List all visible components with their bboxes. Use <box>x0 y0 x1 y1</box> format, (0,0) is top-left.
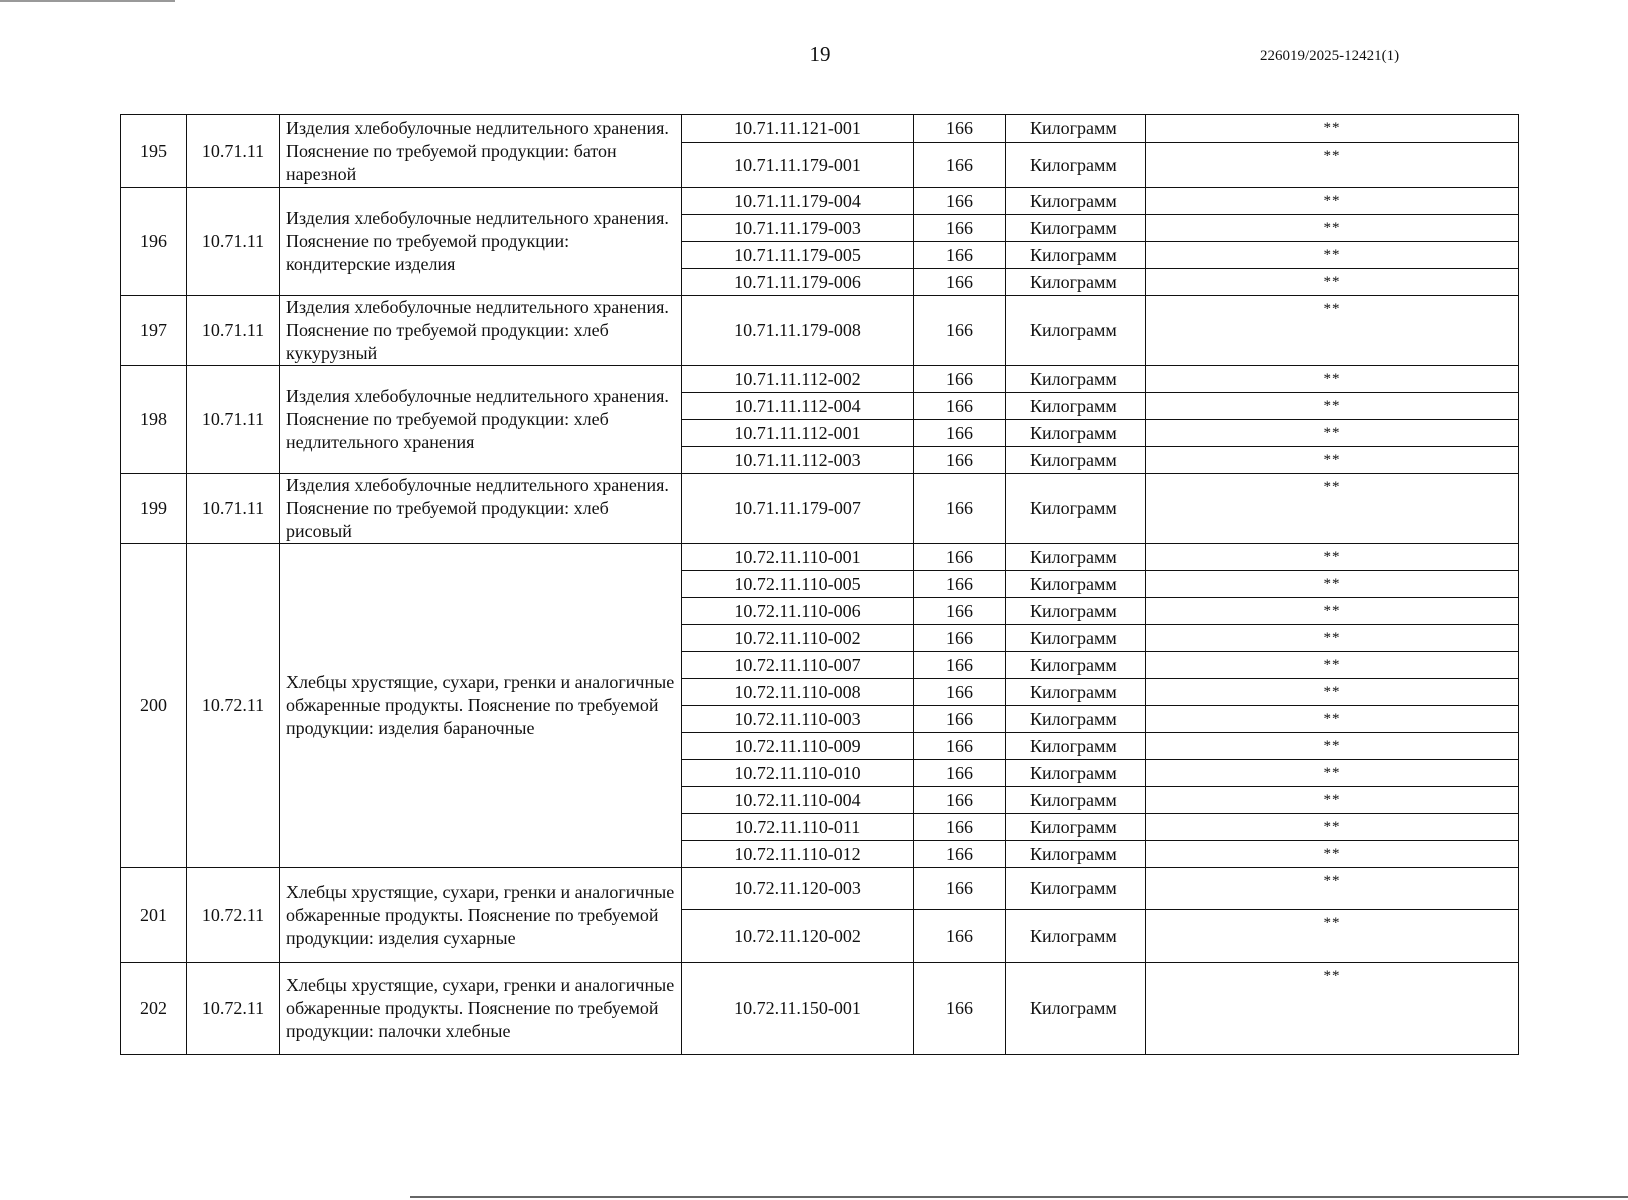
okpd-code: 10.71.11 <box>187 188 280 296</box>
row-number: 195 <box>121 115 187 188</box>
table-row <box>121 544 1519 571</box>
scan-edge-line-bottom <box>410 1196 1628 1198</box>
mark-stars: ** <box>1146 625 1519 652</box>
mark-stars: ** <box>1146 366 1519 393</box>
okei-code: 166 <box>914 420 1006 447</box>
ktru-code: 10.72.11.110-005 <box>682 571 914 598</box>
mark-stars: ** <box>1146 679 1519 706</box>
ktru-code: 10.71.11.179-005 <box>682 242 914 269</box>
okei-code: 166 <box>914 143 1006 188</box>
product-name: Хлебцы хрустящие, сухари, гренки и аналогичные обжаренные продукты. Пояснение по требуемой продукции: изделия бараночные <box>280 544 682 868</box>
ktru-code: 10.72.11.120-002 <box>682 910 914 963</box>
mark-stars: ** <box>1146 296 1519 366</box>
okei-code: 166 <box>914 296 1006 366</box>
product-name: Хлебцы хрустящие, сухари, гренки и аналогичные обжаренные продукты. Пояснение по требуемой продукции: изделия сухарные <box>280 868 682 963</box>
ktru-code: 10.72.11.110-004 <box>682 787 914 814</box>
mark-stars: ** <box>1146 733 1519 760</box>
unit-name: Килограмм <box>1006 868 1146 910</box>
okei-code: 166 <box>914 115 1006 143</box>
okei-code: 166 <box>914 269 1006 296</box>
unit-name: Килограмм <box>1006 269 1146 296</box>
okei-code: 166 <box>914 188 1006 215</box>
unit-name: Килограмм <box>1006 188 1146 215</box>
ktru-code: 10.71.11.179-001 <box>682 143 914 188</box>
scan-edge-line-top <box>0 0 175 2</box>
unit-name: Килограмм <box>1006 544 1146 571</box>
unit-name: Килограмм <box>1006 963 1146 1055</box>
mark-stars: ** <box>1146 393 1519 420</box>
okpd-code: 10.71.11 <box>187 296 280 366</box>
unit-name: Килограмм <box>1006 296 1146 366</box>
ktru-code: 10.72.11.110-008 <box>682 679 914 706</box>
mark-stars: ** <box>1146 115 1519 143</box>
unit-name: Килограмм <box>1006 733 1146 760</box>
okei-code: 166 <box>914 706 1006 733</box>
table-row <box>121 188 1519 215</box>
okpd-code: 10.71.11 <box>187 115 280 188</box>
okpd-code: 10.72.11 <box>187 963 280 1055</box>
goods-table <box>120 114 1519 1055</box>
ktru-code: 10.71.11.121-001 <box>682 115 914 143</box>
unit-name: Килограмм <box>1006 366 1146 393</box>
unit-name: Килограмм <box>1006 115 1146 143</box>
mark-stars: ** <box>1146 814 1519 841</box>
mark-stars: ** <box>1146 447 1519 474</box>
unit-name: Килограмм <box>1006 242 1146 269</box>
unit-name: Килограмм <box>1006 215 1146 242</box>
mark-stars: ** <box>1146 544 1519 571</box>
ktru-code: 10.72.11.110-010 <box>682 760 914 787</box>
mark-stars: ** <box>1146 868 1519 910</box>
row-number: 201 <box>121 868 187 963</box>
unit-name: Килограмм <box>1006 420 1146 447</box>
unit-name: Килограмм <box>1006 760 1146 787</box>
product-name: Хлебцы хрустящие, сухари, гренки и аналогичные обжаренные продукты. Пояснение по требуемой продукции: палочки хлебные <box>280 963 682 1055</box>
unit-name: Килограмм <box>1006 447 1146 474</box>
mark-stars: ** <box>1146 841 1519 868</box>
ktru-code: 10.71.11.112-002 <box>682 366 914 393</box>
mark-stars: ** <box>1146 652 1519 679</box>
ktru-code: 10.71.11.179-006 <box>682 269 914 296</box>
ktru-code: 10.72.11.110-012 <box>682 841 914 868</box>
page-number: 19 <box>809 42 831 66</box>
mark-stars: ** <box>1146 571 1519 598</box>
mark-stars: ** <box>1146 963 1519 1055</box>
row-number: 200 <box>121 544 187 868</box>
mark-stars: ** <box>1146 188 1519 215</box>
okei-code: 166 <box>914 841 1006 868</box>
okpd-code: 10.71.11 <box>187 474 280 544</box>
ktru-code: 10.71.11.179-003 <box>682 215 914 242</box>
mark-stars: ** <box>1146 474 1519 544</box>
ktru-code: 10.72.11.150-001 <box>682 963 914 1055</box>
unit-name: Килограмм <box>1006 598 1146 625</box>
okei-code: 166 <box>914 963 1006 1055</box>
unit-name: Килограмм <box>1006 841 1146 868</box>
okei-code: 166 <box>914 571 1006 598</box>
unit-name: Килограмм <box>1006 571 1146 598</box>
mark-stars: ** <box>1146 269 1519 296</box>
ktru-code: 10.72.11.110-001 <box>682 544 914 571</box>
okei-code: 166 <box>914 652 1006 679</box>
okei-code: 166 <box>914 733 1006 760</box>
table-row <box>121 366 1519 393</box>
ktru-code: 10.71.11.179-004 <box>682 188 914 215</box>
ktru-code: 10.72.11.110-003 <box>682 706 914 733</box>
mark-stars: ** <box>1146 760 1519 787</box>
ktru-code: 10.72.11.110-002 <box>682 625 914 652</box>
row-number: 202 <box>121 963 187 1055</box>
table-row <box>121 474 1519 544</box>
unit-name: Килограмм <box>1006 679 1146 706</box>
okpd-code: 10.71.11 <box>187 366 280 474</box>
okei-code: 166 <box>914 679 1006 706</box>
mark-stars: ** <box>1146 215 1519 242</box>
okpd-code: 10.72.11 <box>187 868 280 963</box>
table-row <box>121 296 1519 366</box>
unit-name: Килограмм <box>1006 393 1146 420</box>
ktru-code: 10.72.11.110-006 <box>682 598 914 625</box>
okei-code: 166 <box>914 215 1006 242</box>
ktru-code: 10.71.11.112-003 <box>682 447 914 474</box>
mark-stars: ** <box>1146 787 1519 814</box>
mark-stars: ** <box>1146 420 1519 447</box>
ktru-code: 10.72.11.110-011 <box>682 814 914 841</box>
okei-code: 166 <box>914 474 1006 544</box>
okei-code: 166 <box>914 868 1006 910</box>
row-number: 197 <box>121 296 187 366</box>
mark-stars: ** <box>1146 598 1519 625</box>
row-number: 196 <box>121 188 187 296</box>
mark-stars: ** <box>1146 242 1519 269</box>
unit-name: Килограмм <box>1006 474 1146 544</box>
mark-stars: ** <box>1146 143 1519 188</box>
okei-code: 166 <box>914 814 1006 841</box>
ktru-code: 10.71.11.112-001 <box>682 420 914 447</box>
product-name: Изделия хлебобулочные недлительного хранения. Пояснение по требуемой продукции: батон нарезной <box>280 115 682 188</box>
okei-code: 166 <box>914 242 1006 269</box>
table-row <box>121 868 1519 910</box>
product-name: Изделия хлебобулочные недлительного хранения. Пояснение по требуемой продукции: кондитерские изделия <box>280 188 682 296</box>
mark-stars: ** <box>1146 706 1519 733</box>
okei-code: 166 <box>914 393 1006 420</box>
okei-code: 166 <box>914 760 1006 787</box>
unit-name: Килограмм <box>1006 652 1146 679</box>
unit-name: Килограмм <box>1006 814 1146 841</box>
ktru-code: 10.72.11.110-007 <box>682 652 914 679</box>
okei-code: 166 <box>914 544 1006 571</box>
ktru-code: 10.71.11.179-007 <box>682 474 914 544</box>
product-name: Изделия хлебобулочные недлительного хранения. Пояснение по требуемой продукции: хлеб кукурузный <box>280 296 682 366</box>
table-row <box>121 115 1519 143</box>
okei-code: 166 <box>914 447 1006 474</box>
product-name: Изделия хлебобулочные недлительного хранения. Пояснение по требуемой продукции: хлеб недлительного хранения <box>280 366 682 474</box>
table-row <box>121 963 1519 1055</box>
unit-name: Килограмм <box>1006 787 1146 814</box>
mark-stars: ** <box>1146 910 1519 963</box>
unit-name: Килограмм <box>1006 910 1146 963</box>
row-number: 198 <box>121 366 187 474</box>
ktru-code: 10.71.11.112-004 <box>682 393 914 420</box>
okei-code: 166 <box>914 787 1006 814</box>
okpd-code: 10.72.11 <box>187 544 280 868</box>
ktru-code: 10.72.11.120-003 <box>682 868 914 910</box>
ktru-code: 10.71.11.179-008 <box>682 296 914 366</box>
document-number: 226019/2025-12421(1) <box>1260 48 1400 64</box>
unit-name: Килограмм <box>1006 625 1146 652</box>
unit-name: Килограмм <box>1006 706 1146 733</box>
okei-code: 166 <box>914 910 1006 963</box>
okei-code: 166 <box>914 366 1006 393</box>
ktru-code: 10.72.11.110-009 <box>682 733 914 760</box>
product-name: Изделия хлебобулочные недлительного хранения. Пояснение по требуемой продукции: хлеб рисовый <box>280 474 682 544</box>
unit-name: Килограмм <box>1006 143 1146 188</box>
okei-code: 166 <box>914 598 1006 625</box>
row-number: 199 <box>121 474 187 544</box>
goods-table-body <box>121 115 1519 1055</box>
okei-code: 166 <box>914 625 1006 652</box>
